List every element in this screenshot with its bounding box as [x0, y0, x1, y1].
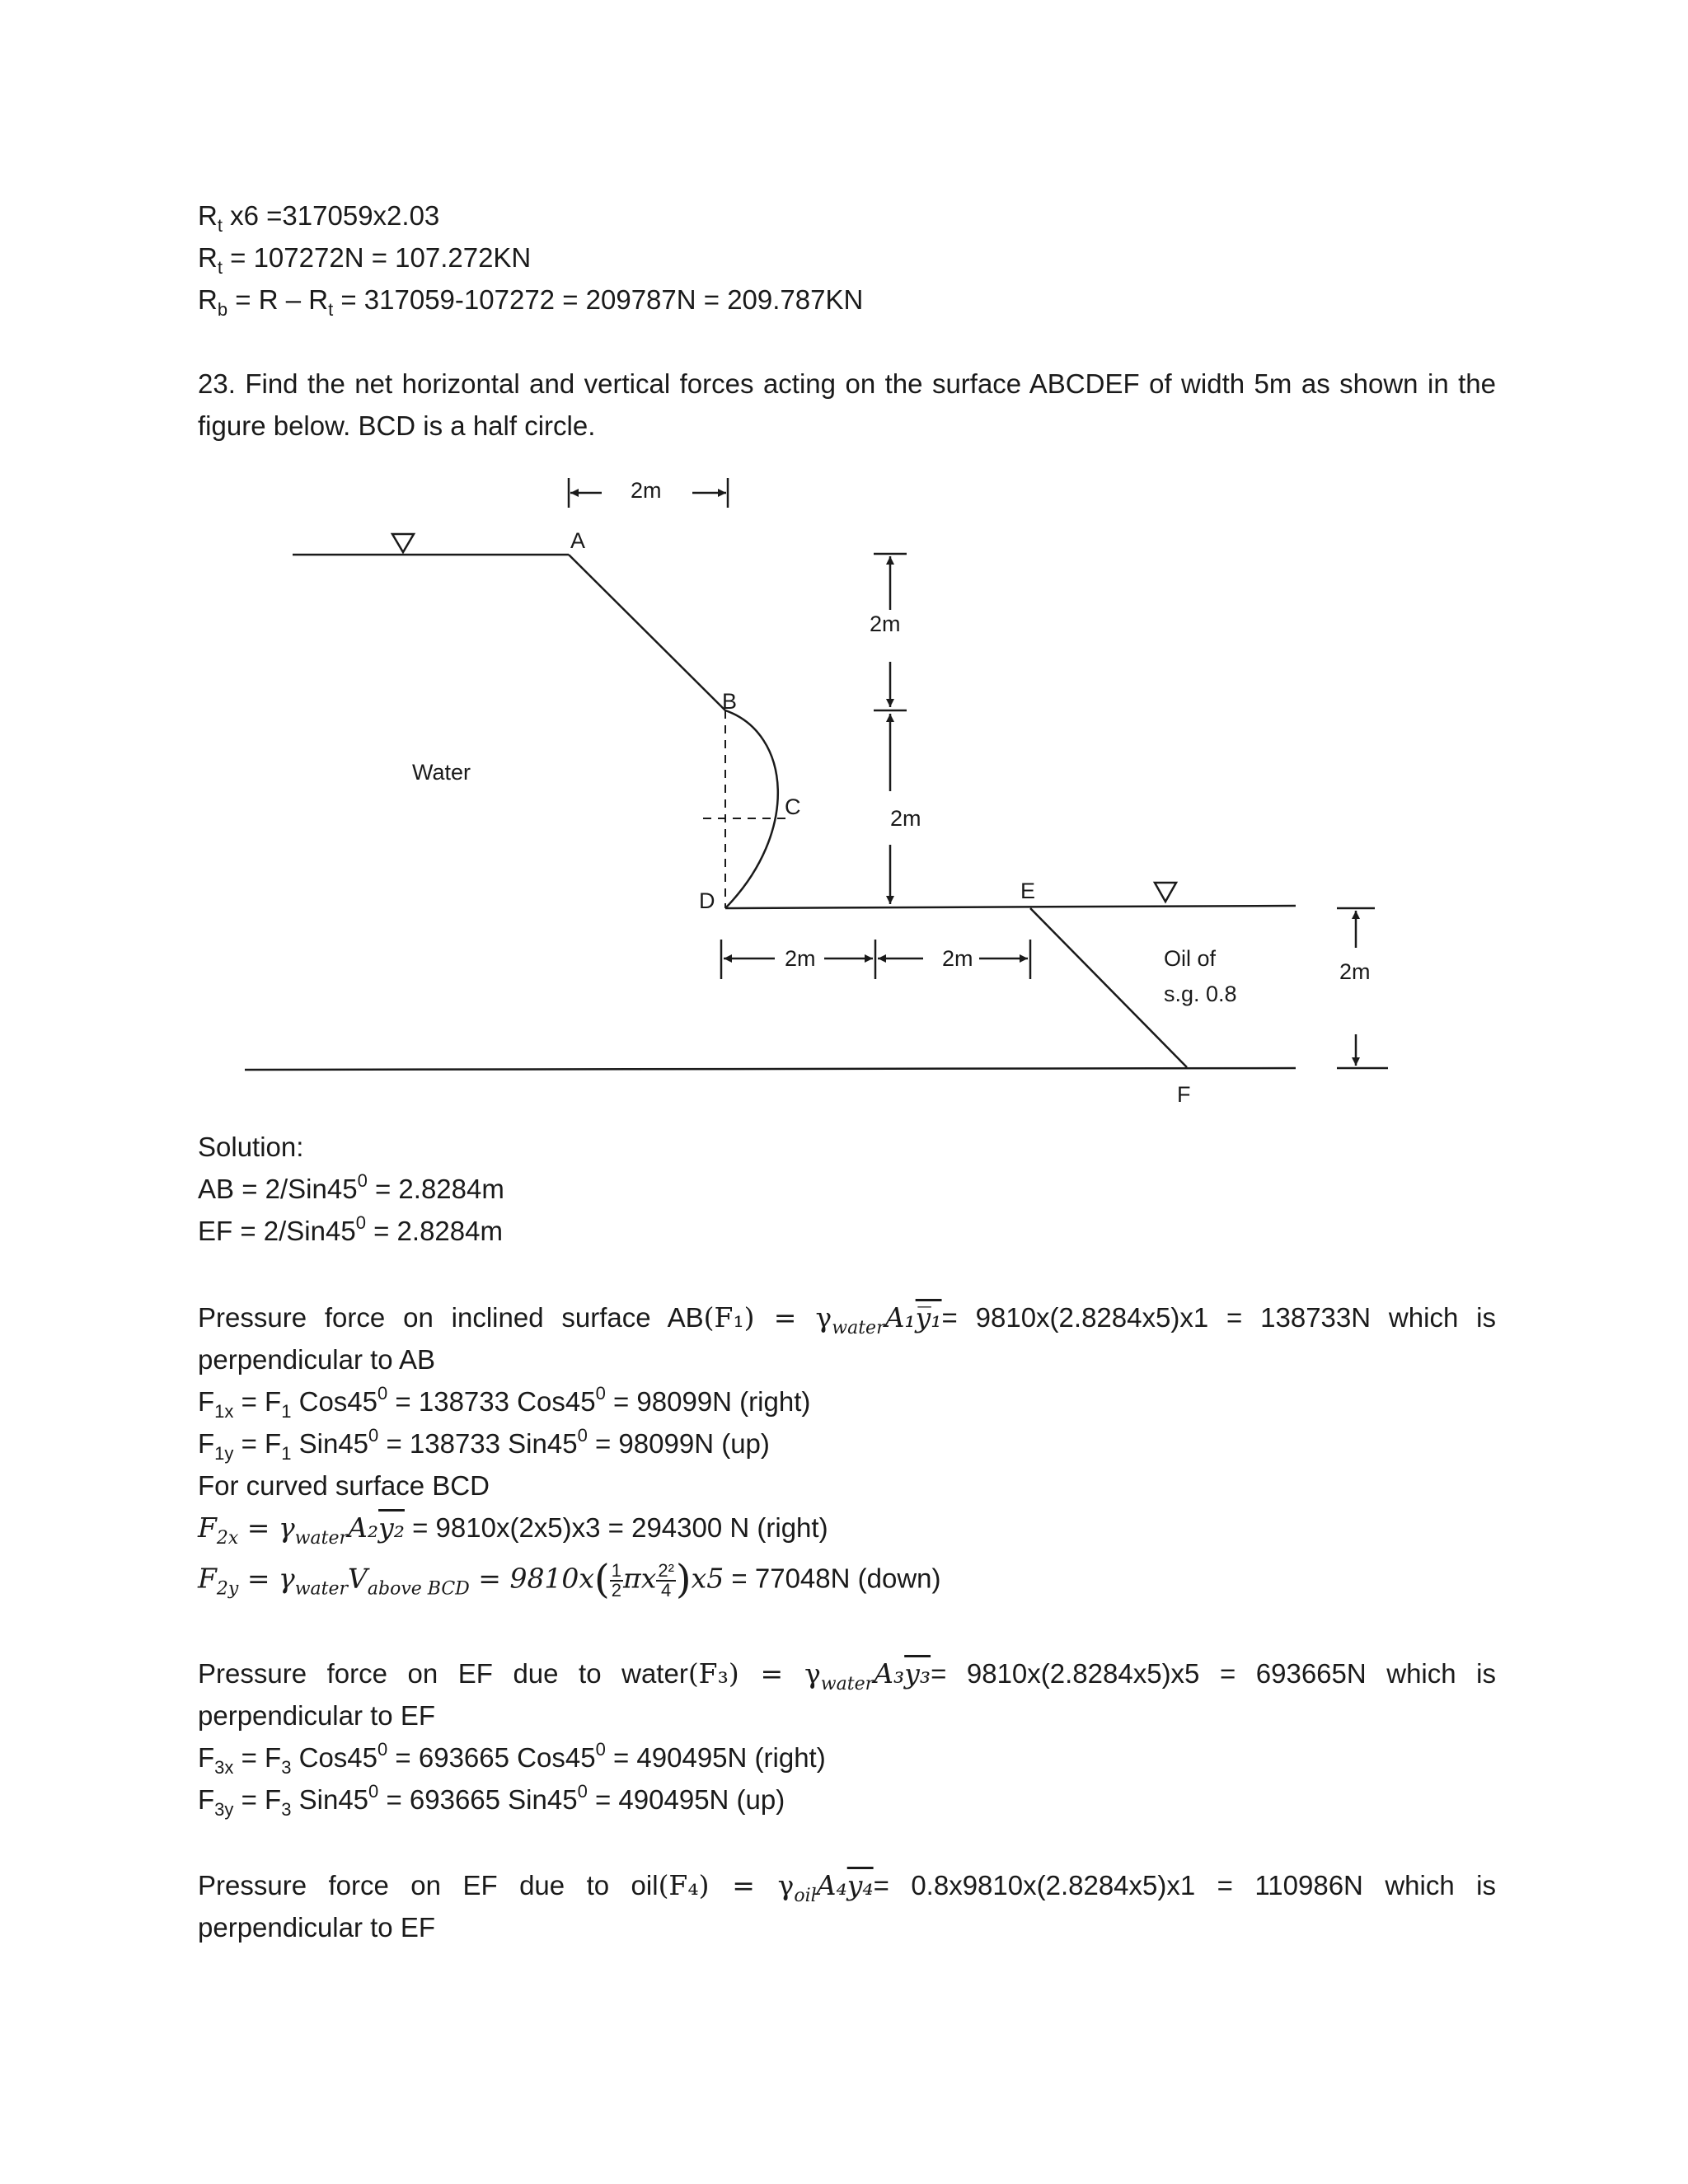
- label-oil-line2: s.g. 0.8: [1164, 982, 1237, 1006]
- pressure-force-ab-line2: perpendicular to AB: [198, 1344, 436, 1375]
- dim-label-top: 2m: [631, 478, 662, 503]
- curved-surface-heading: For curved surface BCD: [198, 1470, 490, 1501]
- surface-ab: [569, 555, 725, 710]
- solution-heading: Solution:: [198, 1132, 304, 1162]
- label-a: A: [570, 528, 586, 553]
- equation-ef-length: EF = $2/Sin45^0 = 2.8284m$: [198, 1212, 503, 1246]
- problem-statement-line1: 23. Find the net horizontal and vertical forces acting on the surface ABCDEF of width 5m as shown in the: [198, 368, 1496, 399]
- dim-label-v2: 2m: [890, 806, 921, 831]
- equation-rt-moment: $R_t$ x6 =317059x2.03: [198, 200, 440, 236]
- label-e: E: [1020, 879, 1036, 903]
- label-c: C: [785, 794, 801, 819]
- surface-de-oil-surface: [725, 906, 1296, 908]
- equation-rb-value: $R_b = R - R_t = 317059-107272 = 209787N = 209.787KN$: [198, 284, 864, 320]
- bottom-line: [245, 1068, 1296, 1070]
- pressure-force-ef-oil-line1: Pressure force on EF due to $oil(F_4) = \gamma_{oil}A_4y_4= 0.8x9810x(2.8284x5)x1 = 110986N$ which is: [198, 1869, 1496, 1906]
- equation-f3y: $F_{3y} = F_3$ $Sin45^0 = 693665$ $Sin45^0 = 490495N$ (up): [198, 1781, 785, 1820]
- equation-f2x: $F_{2x} = \gamma_{water}A_2y_2 = 9810x(2x5)x3 = 294300$ N (right): [198, 1511, 828, 1549]
- dim-label-h2: 2m: [942, 946, 973, 971]
- figure-surface-abcdef: [0, 462, 1688, 1137]
- pressure-force-ab-line1: Pressure force on inclined surface $AB(F_1) = \gamma_{water}A_1y̅_1= 9810x(2.8284x5)x1 = 138733N$ which is: [198, 1301, 1496, 1338]
- dim-label-right: 2m: [1339, 959, 1371, 984]
- label-b: B: [722, 689, 738, 714]
- label-f: F: [1177, 1082, 1191, 1107]
- label-water: Water: [412, 760, 471, 785]
- equation-rt-value: $R_t = 107272N = 107.272KN$: [198, 242, 532, 278]
- pressure-force-ef-water-line1: Pressure force on EF due to water(F₃) = $\gamma_{water}A_3y_3= 9810x(2.8284x5)x5 = 693665N$ which is: [198, 1657, 1496, 1694]
- equation-f3x: $F_{3x} = F_3$ $Cos45^0 = 693665$ $Cos45^0 = 490495N$ (right): [198, 1739, 826, 1778]
- equation-f1x: $F_{1x} = F_1$ $Cos45^0 = 138733$ $Cos45^0 = 98099N$ (right): [198, 1383, 811, 1422]
- problem-statement-line2: figure below. BCD is a half circle.: [198, 410, 596, 441]
- surface-bcd: [725, 710, 778, 908]
- oil-free-surface-symbol: [1155, 883, 1176, 902]
- equation-f1y: $F_{1y} = F_1$ $Sin45^0 = 138733$ $Sin45^0 = 98099N$ (up): [198, 1425, 770, 1464]
- pressure-force-ef-oil-line2: perpendicular to EF: [198, 1912, 435, 1943]
- free-surface-symbol: [392, 534, 414, 552]
- label-d: D: [699, 888, 715, 913]
- dim-label-v1: 2m: [870, 612, 901, 636]
- equation-ab-length: AB = $2/Sin45^0 = 2.8284m$: [198, 1170, 504, 1204]
- dim-label-h1: 2m: [785, 946, 816, 971]
- pressure-force-ef-water-line2: perpendicular to EF: [198, 1700, 435, 1731]
- label-oil-line1: Oil of: [1164, 946, 1217, 971]
- equation-f2y: $F_{2y} = \gamma_{water}V_{above BCD} = 9810x$( $\frac{1}{2}$ πx $\frac{\text{2²}}{4}$ )x5 = 77048N (down): [198, 1556, 941, 1603]
